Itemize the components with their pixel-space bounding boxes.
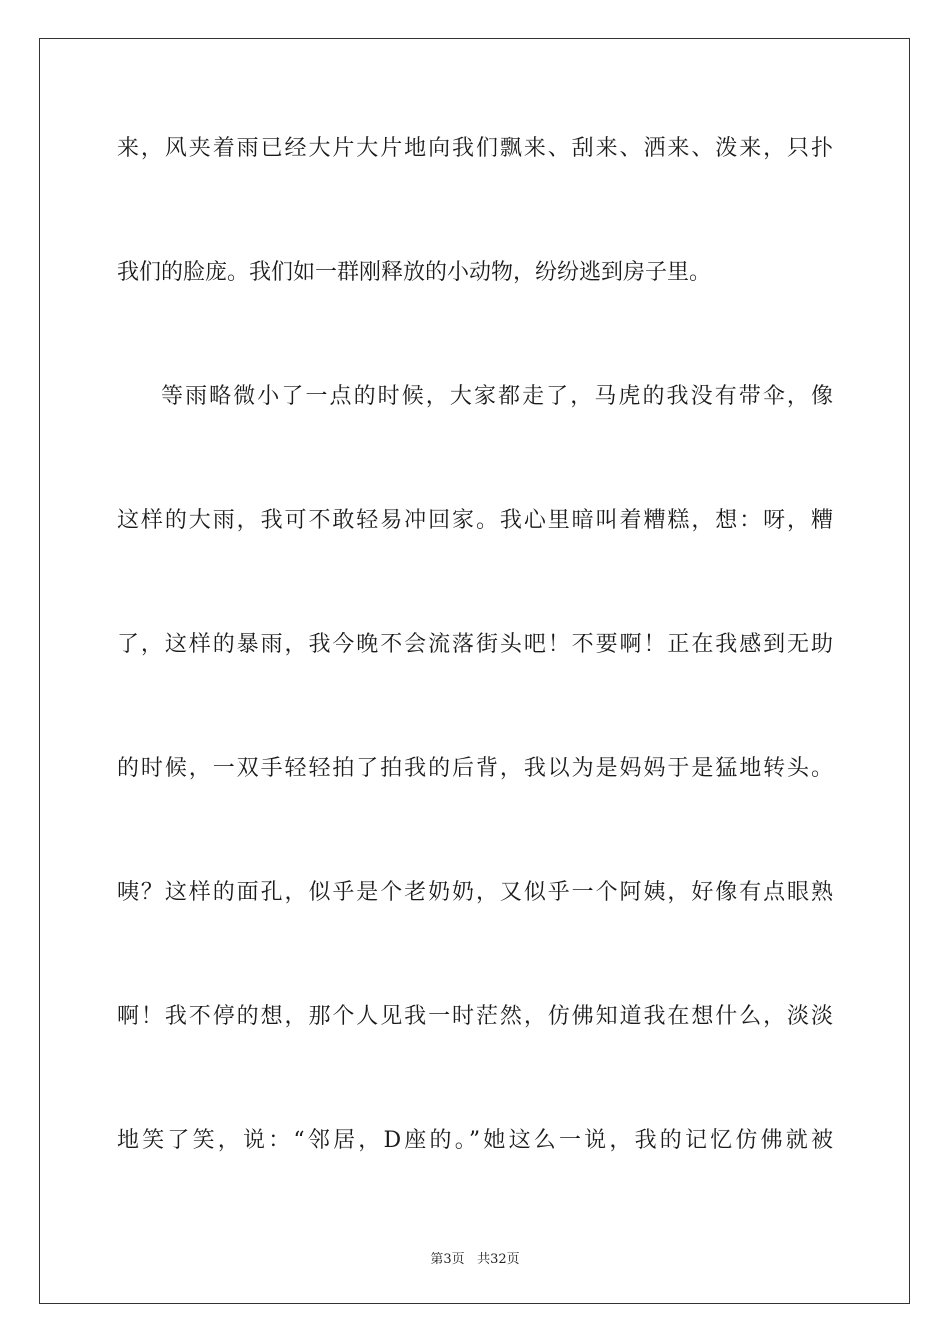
- body-text-line-1: 来，风夹着雨已经大片大片地向我们飘来、刮来、洒来、泼来，只扑: [117, 136, 833, 161]
- body-text-line-5: 了，这样的暴雨，我今晚不会流落街头吧！不要啊！正在我感到无助: [117, 632, 833, 657]
- body-text-line-6: 的时候，一双手轻轻拍了拍我的后背，我以为是妈妈于是猛地转头。: [117, 756, 833, 781]
- body-text-line-8: 啊！我不停的想，那个人见我一时茫然，仿佛知道我在想什么，淡淡: [117, 1004, 833, 1029]
- body-text-line-9: 地笑了笑，说：“邻居，D座的。”她这么一说，我的记忆仿佛就被: [117, 1128, 833, 1153]
- page-footer: [0, 1248, 950, 1267]
- body-text-line-7: 咦？这样的面孔，似乎是个老奶奶，又似乎一个阿姨，好像有点眼熟: [117, 880, 833, 905]
- body-text-line-2: 我们的脸庞。我们如一群刚释放的小动物，纷纷逃到房子里。: [117, 260, 712, 285]
- page-total: 共32页: [477, 1252, 520, 1267]
- body-text-line-4: 这样的大雨，我可不敢轻易冲回家。我心里暗叫着糟糕，想：呀，糟: [117, 508, 833, 533]
- page-border: [39, 38, 910, 1304]
- body-text-line-3: 等雨略微小了一点的时候，大家都走了，马虎的我没有带伞，像: [161, 384, 833, 409]
- page-number: 第3页: [430, 1252, 465, 1267]
